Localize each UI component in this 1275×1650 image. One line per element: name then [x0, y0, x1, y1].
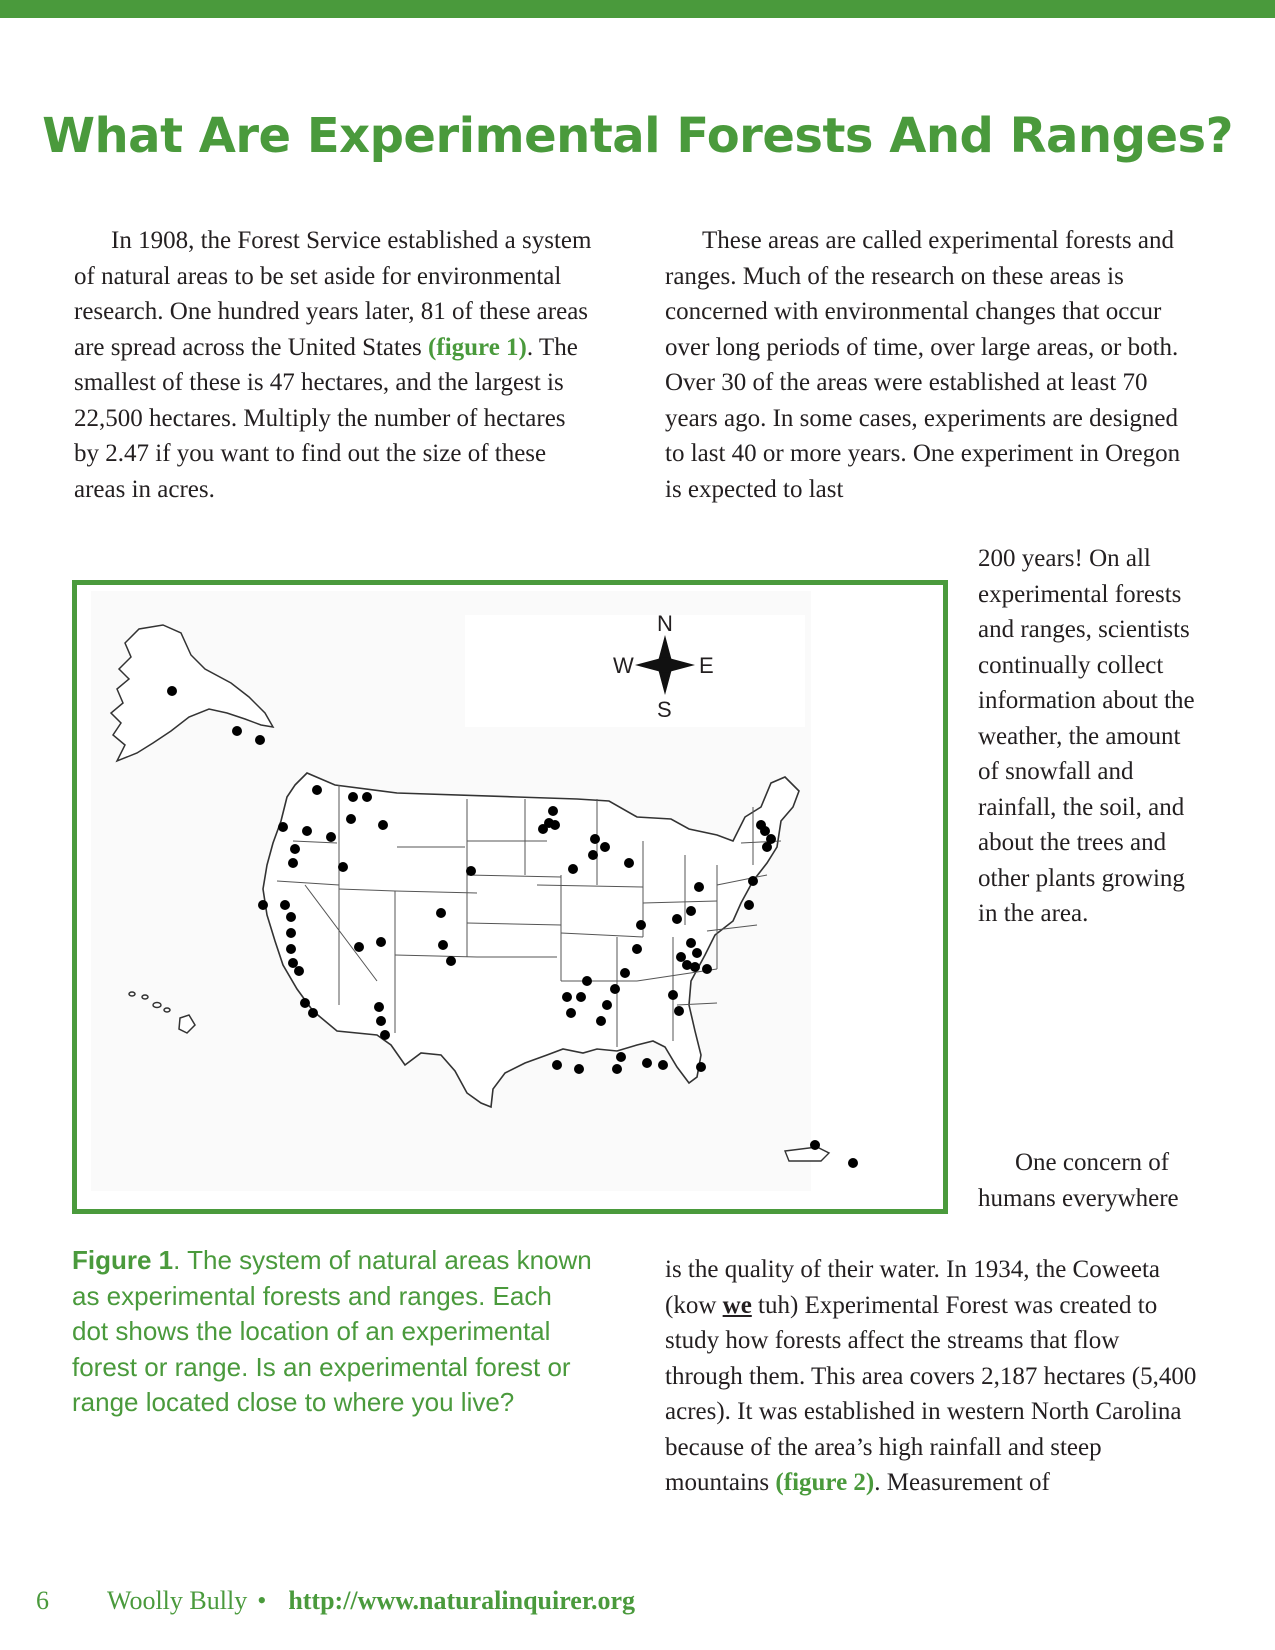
site-dot — [574, 1064, 584, 1074]
concern-text-3: . Measurement of — [874, 1469, 1050, 1496]
site-dot — [686, 938, 696, 948]
site-dot — [642, 1058, 652, 1068]
figure-2-reference: (figure 2) — [775, 1469, 875, 1496]
site-dot — [568, 864, 578, 874]
site-dot — [702, 964, 712, 974]
intro-right-paragraph — [665, 223, 1185, 507]
sidebar-paragraph — [978, 541, 1203, 932]
top-banner-bar — [0, 0, 1275, 18]
site-dot — [566, 1008, 576, 1018]
website-link[interactable]: http://www.naturalinquirer.org — [288, 1586, 636, 1615]
figure-1-map — [72, 580, 948, 1214]
site-dot — [374, 1002, 384, 1012]
intro-left-text-end: . The smallest of these is 47 hectares, and the largest is 22,500 hectares. Multiply the number of hectares by 2.47 if you want to find out the size of these areas in acres. — [74, 333, 578, 503]
site-dot — [696, 1062, 706, 1072]
site-dot — [378, 820, 388, 830]
site-dot — [602, 1000, 612, 1010]
site-dot — [326, 832, 336, 842]
site-dot — [674, 1006, 684, 1016]
site-dot — [620, 968, 630, 978]
site-dot — [690, 962, 700, 972]
site-dot — [338, 862, 348, 872]
site-dot — [255, 735, 265, 745]
site-dot — [744, 900, 754, 910]
intro-right-text: These areas are called experimental forests and ranges. Much of the research on these areas is concerned with environmental changes that occur over long periods of time, over large areas, or both. Over 30 of the areas were established at least 70 years ago. In some cases, experiments are designed to last 40 or more years. One experiment in Oregon is expected to last — [665, 227, 1181, 503]
concern-wide-paragraph — [665, 1252, 1200, 1501]
site-dot — [810, 1140, 820, 1150]
compass-east-label: E — [699, 653, 714, 678]
site-dot — [582, 976, 592, 986]
site-dot — [346, 814, 356, 824]
site-dot — [466, 866, 476, 876]
site-dot — [616, 1052, 626, 1062]
site-dot — [692, 948, 702, 958]
site-dot — [576, 992, 586, 1002]
site-dot — [632, 944, 642, 954]
site-dot — [848, 1158, 858, 1168]
footer-bullet: • — [257, 1586, 267, 1615]
site-dot — [258, 900, 268, 910]
site-dot — [286, 944, 296, 954]
site-dot — [548, 806, 558, 816]
site-dot — [280, 900, 290, 910]
site-dot — [538, 824, 548, 834]
site-dot — [302, 826, 312, 836]
site-dot — [676, 952, 686, 962]
compass-west-label: W — [613, 653, 634, 678]
site-dot — [624, 858, 634, 868]
site-dot — [290, 844, 300, 854]
pronunciation-stress: we — [722, 1291, 752, 1319]
site-dot — [436, 908, 446, 918]
site-dot — [278, 822, 288, 832]
concern-narrow-paragraph — [978, 1145, 1203, 1216]
page-title: What Are Experimental Forests And Ranges? — [42, 108, 1233, 164]
site-dot — [762, 842, 772, 852]
site-dot — [748, 876, 758, 886]
site-dot — [286, 912, 296, 922]
sidebar-text: 200 years! On all experimental forests and ranges, scientists continually collect information about the weather, the amount of snowfall and rainfall, the soil, and about the trees and other plants growing in the area. — [978, 545, 1195, 927]
site-dot — [232, 726, 242, 736]
site-dot — [668, 990, 678, 1000]
site-dot — [286, 928, 296, 938]
page-number: 6 — [36, 1586, 49, 1615]
figure-1-caption — [72, 1243, 592, 1421]
site-dot — [167, 686, 177, 696]
figure-1-caption-text: . The system of natural areas known as experimental forests and ranges. Each dot shows the location of an experimental forest or range. Is an experimental forest or range located close to where you live? — [72, 1245, 592, 1417]
site-dot — [550, 820, 560, 830]
site-dot — [438, 940, 448, 950]
compass-south-label: S — [657, 697, 672, 722]
site-dot — [376, 1016, 386, 1026]
intro-left-paragraph — [74, 223, 594, 507]
page-footer — [36, 1586, 635, 1616]
site-dot — [446, 956, 456, 966]
site-dot — [552, 1060, 562, 1070]
site-dot — [288, 858, 298, 868]
figure-1-reference: (figure 1) — [428, 333, 527, 361]
site-dot — [380, 1030, 390, 1040]
site-dot — [686, 906, 696, 916]
site-dot — [376, 937, 386, 947]
site-dot — [354, 942, 364, 952]
site-dot — [694, 882, 704, 892]
site-dot — [610, 984, 620, 994]
intro-left-text: In 1908, the Forest Service established a system of natural areas to be set aside for environmental research. One hundred years later, 81 of these areas are spread across the United States — [74, 227, 592, 361]
site-dot — [308, 1008, 318, 1018]
site-dot — [612, 1064, 622, 1074]
site-dot — [300, 998, 310, 1008]
site-dot — [588, 850, 598, 860]
figure-1-caption-label: Figure 1 — [72, 1245, 174, 1275]
site-dot — [312, 785, 322, 795]
us-map-svg — [77, 585, 943, 1209]
site-dot — [288, 958, 298, 968]
publication-name: Woolly Bully — [107, 1586, 248, 1615]
site-dot — [590, 834, 600, 844]
concern-text-1: is the quality of their water. In 1934, the Coweeta (kow — [665, 1256, 1161, 1319]
compass-north-label: N — [657, 611, 673, 636]
site-dot — [348, 792, 358, 802]
site-dot — [362, 792, 372, 802]
site-dot — [596, 1016, 606, 1026]
site-dot — [600, 842, 610, 852]
site-dot — [562, 992, 572, 1002]
site-dot — [294, 966, 304, 976]
site-dot — [672, 914, 682, 924]
site-dot — [636, 920, 646, 930]
concern-text-2: tuh) Experimental Forest was created to study how forests affect the streams that flow through them. This area covers 2,187 hectares (5,400 acres). It was established in western North Carolina because of the area’s high rainfall and steep mountains — [665, 1291, 1197, 1496]
site-dot — [760, 826, 770, 836]
concern-narrow-text: One concern of humans everywhere — [978, 1149, 1179, 1212]
site-dot — [658, 1060, 668, 1070]
